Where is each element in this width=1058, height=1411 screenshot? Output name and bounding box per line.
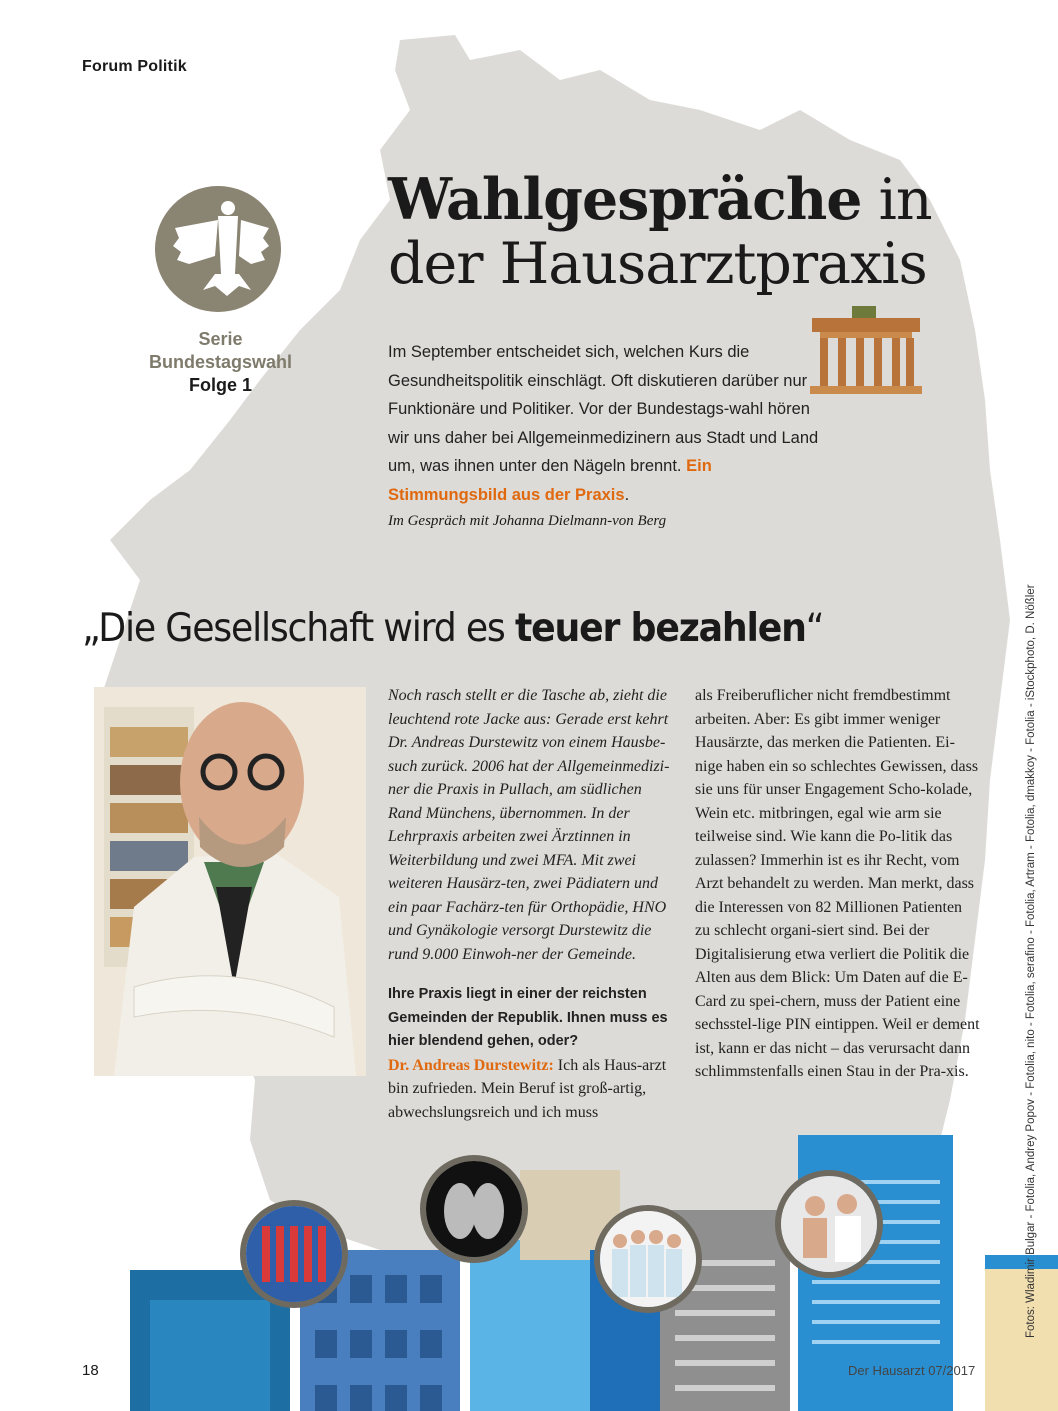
quote-bold: teuer bezahlen bbox=[514, 606, 806, 651]
speaker-name: Dr. Andreas Durstewitz: bbox=[388, 1056, 554, 1074]
federal-eagle-icon bbox=[155, 186, 281, 312]
medical-team-photo bbox=[594, 1205, 702, 1313]
quote-open: „Die Gesellschaft wird es bbox=[82, 606, 515, 651]
title-line-2: der Hausarztpraxis bbox=[388, 231, 927, 297]
byline: Im Gespräch mit Johanna Dielmann-von Berg bbox=[388, 513, 667, 529]
magazine-footer: Der Hausarzt 07/2017 bbox=[848, 1363, 976, 1378]
portrait-photo bbox=[94, 687, 366, 1076]
lab-tubes-photo bbox=[240, 1200, 348, 1308]
pull-quote bbox=[82, 606, 824, 651]
series-label bbox=[128, 328, 313, 397]
series-line-1: Serie bbox=[198, 329, 243, 349]
photo-credits: Fotos: Wladimir Bulgar - Fotolia, Andrey Popov - Fotolia, nito - Fotolia, serafino - Fotolia, Artram - Fotolia, dmakkoy - Fotolia - iStockphoto, D. Nößler bbox=[1025, 584, 1037, 1338]
xray-photo bbox=[420, 1155, 528, 1263]
intro-end: . bbox=[624, 485, 630, 504]
series-line-2: Bundestagswahl bbox=[148, 352, 293, 372]
answer-start: Ich als Haus-arzt bin zufrieden. Mein Beruf ist groß-artig, abwechslungsreich und ich muss bbox=[388, 1056, 667, 1121]
intro-highlight: Ein Stimmungsbild aus der Praxis bbox=[388, 457, 712, 504]
intro-text: Im September entscheidet sich, welchen Kurs die Gesundheitspolitik einschlägt. Oft diskutieren darüber nur Funktionäre und Politiker. Vor der Bundestags-wahl hören wir uns daher bei Allgemeinmedizinern aus Stadt und Land um, was ihnen unter den Nägeln brennt. bbox=[388, 343, 819, 475]
title-bold: Wahlgespräche bbox=[388, 166, 862, 233]
interview-answer bbox=[388, 1054, 673, 1125]
intro-paragraph bbox=[388, 338, 833, 509]
section-label: Forum Politik bbox=[82, 58, 187, 75]
title-rest: in bbox=[861, 167, 932, 233]
interview-question: Ihre Praxis liegt in einer der reichsten Gemeinden der Republik. Ihnen muss es hier blendend gehen, oder? bbox=[388, 986, 668, 1049]
answer-continued: als Freiberuflicher nicht fremdbestimmt arbeiten. Aber: Es gibt immer weniger Hausärzte, das merken die Patienten. Ei-nige haben ein so schlechtes Gewissen, dass sie uns für unser Engagement Scho-kolade, Wein etc. mitbringen, egal wie arm sie teilweise sind. Wie kann die Po-litik das zulassen? Immerhin ist es ihr Recht, vom Arzt behandelt zu werden. Man merkt, dass die Interessen von 82 Millionen Patienten zu schlecht organi-siert sind. Bei der Digitalisierung etwa verliert die Politik die Alten aus dem Blick: Um Daten auf die E-Card zu spei-chern, muss der Patient eine sechsstel-lige PIN eintippen. Weil er dement ist, kann er das nicht – das verursacht dann schlimmstenfalls einen Stau in der Pra-xis. bbox=[695, 687, 980, 1080]
doctor-patient-photo bbox=[775, 1170, 883, 1278]
article-lead: Noch rasch stellt er die Tasche ab, zieht die leuchtend rote Jacke aus: Gerade erst kehrt Dr. Andreas Durstewitz von einem Hausbe-such zurück. 2006 hat der Allgemeinmedizi-ner die Praxis in Pullach, am südlichen Rand Münchens, übernommen. In der Lehrpraxis arbeiten zwei Ärztinnen in Weiterbildung und zwei MFA. Mit zwei weiteren Hausärz-ten, zwei Pädiatern und ein paar Fachärz-ten für Orthopädie, HNO und Gynäkologie versorgt Durstewitz die rund 9.000 Einwoh-ner der Gemeinde. bbox=[388, 687, 670, 963]
article-title bbox=[388, 168, 968, 296]
article-column-1 bbox=[388, 684, 673, 1124]
page-number: 18 bbox=[82, 1362, 99, 1379]
article-column-2 bbox=[695, 684, 980, 1084]
series-line-3: Folge 1 bbox=[188, 375, 252, 395]
quote-close: “ bbox=[805, 606, 824, 651]
